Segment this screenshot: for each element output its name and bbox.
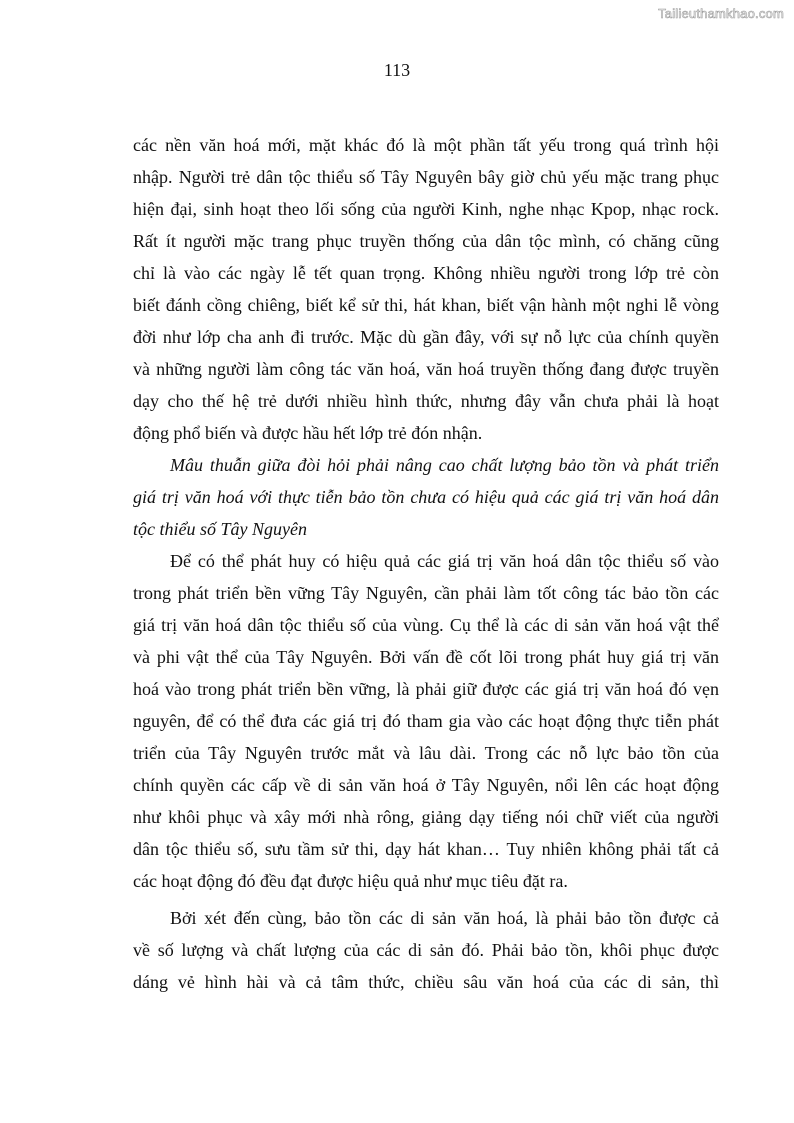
text-line: chỉ là vào các ngày lễ tết quan trọng. Không nhiều người trong lớp trẻ còn xyxy=(133,263,719,283)
text-line: dáng vẻ hình hài và cả tâm thức, chiều sâu văn hoá của các di sản, thì xyxy=(133,972,719,992)
text-line: như khôi phục và xây mới nhà rông, giảng dạy tiếng nói chữ viết của người xyxy=(133,807,719,827)
text-line: giá trị văn hoá với thực tiễn bảo tồn chưa có hiệu quả các giá trị văn hoá dân xyxy=(133,487,719,507)
text-line: và phi vật thể của Tây Nguyên. Bởi vấn đề cốt lõi trong phát huy giá trị văn xyxy=(133,647,719,667)
text-line: nhập. Người trẻ dân tộc thiểu số Tây Nguyên bây giờ chủ yếu mặc trang phục xyxy=(133,167,719,187)
paragraph xyxy=(133,902,719,998)
text-line: hiện đại, sinh hoạt theo lối sống của người Kinh, nghe nhạc Kpop, nhạc rock. xyxy=(133,199,719,219)
text-line: dạy cho thế hệ trẻ dưới nhiều hình thức, nhưng đây vẫn chưa phải là hoạt xyxy=(133,391,719,411)
text-line: trong phát triển bền vững Tây Nguyên, cần phải làm tốt công tác bảo tồn các xyxy=(133,583,719,603)
text-line: Để có thể phát huy có hiệu quả các giá trị văn hoá dân tộc thiểu số vào xyxy=(170,551,719,571)
paragraph xyxy=(133,545,719,897)
text-line: Bởi xét đến cùng, bảo tồn các di sản văn hoá, là phải bảo tồn được cả xyxy=(170,908,719,928)
text-line: và những người làm công tác văn hoá, văn hoá truyền thống đang được truyền xyxy=(133,359,719,379)
body-text xyxy=(133,129,719,998)
text-line: giá trị văn hoá dân tộc thiểu số của vùng. Cụ thể là các di sản văn hoá vật thể xyxy=(133,615,719,635)
text-line: các hoạt động đó đều đạt được hiệu quả như mục tiêu đặt ra. xyxy=(133,871,568,891)
text-line: Rất ít người mặc trang phục truyền thống của dân tộc mình, có chăng cũng xyxy=(133,231,719,251)
text-line: Mâu thuẫn giữa đòi hỏi phải nâng cao chất lượng bảo tồn và phát triển xyxy=(170,455,719,475)
text-line: triển của Tây Nguyên trước mắt và lâu dài. Trong các nỗ lực bảo tồn của xyxy=(133,743,719,763)
text-line: hoá vào trong phát triển bền vững, là phải giữ được các giá trị văn hoá đó vẹn xyxy=(133,679,719,699)
text-line: nguyên, để có thể đưa các giá trị đó tham gia vào các hoạt động thực tiễn phát xyxy=(133,711,719,731)
italic-subheading xyxy=(133,449,719,545)
paragraph xyxy=(133,129,719,449)
text-line: về số lượng và chất lượng của các di sản đó. Phải bảo tồn, khôi phục được xyxy=(133,940,719,960)
text-line: chính quyền các cấp về di sản văn hoá ở Tây Nguyên, nổi lên các hoạt động xyxy=(133,775,719,795)
text-line: biết đánh cồng chiêng, biết kể sử thi, hát khan, biết vận hành một nghi lễ vòng xyxy=(133,295,719,315)
text-line: các nền văn hoá mới, mặt khác đó là một phần tất yếu trong quá trình hội xyxy=(133,135,719,155)
watermark-text: Tailieuthamkhao.com xyxy=(658,6,784,21)
text-line: dân tộc thiểu số, sưu tầm sử thi, dạy hát khan… Tuy nhiên không phải tất cả xyxy=(133,839,719,859)
text-line: đời như lớp cha anh đi trước. Mặc dù gần đây, với sự nỗ lực của chính quyền xyxy=(133,327,719,347)
page-number: 113 xyxy=(383,60,411,80)
text-line: động phổ biến và được hầu hết lớp trẻ đón nhận. xyxy=(133,423,483,443)
text-line: tộc thiểu số Tây Nguyên xyxy=(133,519,307,539)
